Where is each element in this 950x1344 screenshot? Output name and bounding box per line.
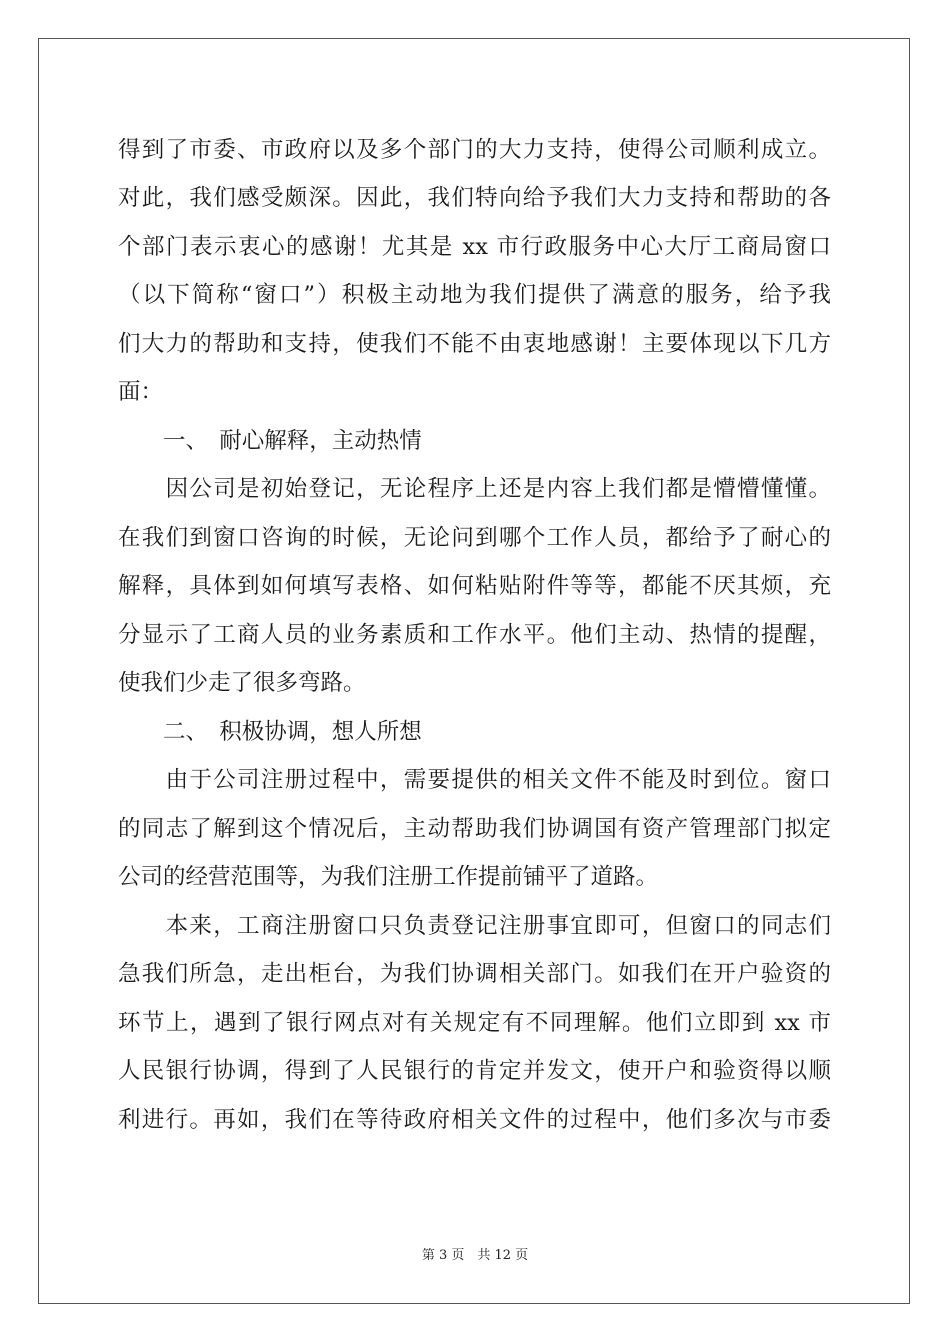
- text-line: 公司的经营范围等，为我们注册工作提前铺平了道路。: [118, 864, 659, 890]
- text-line: 环节上，遇到了银行网点对有关规定有不同理解。他们立即到 xx 市: [118, 1010, 831, 1036]
- text-line: 个部门表示衷心的感谢！尤其是 xx 市行政服务中心大厅工商局窗口: [118, 234, 831, 260]
- text-line: 面：: [118, 379, 164, 405]
- text-line: 由于公司注册过程中，需要提供的相关文件不能及时到位。窗口: [118, 767, 831, 793]
- section-heading: 一、 耐心解释，主动热情: [118, 428, 422, 454]
- text-line: 的同志了解到这个情况后，主动帮助我们协调国有资产管理部门拟定: [118, 816, 831, 842]
- section-heading: 二、 积极协调，想人所想: [118, 719, 422, 745]
- text-line: 人民银行协调，得到了人民银行的肯定并发文，使开户和验资得以顺: [118, 1058, 831, 1084]
- text-line: 们大力的帮助和支持，使我们不能不由衷地感谢！主要体现以下几方: [118, 331, 831, 357]
- text-line: 使我们少走了很多弯路。: [118, 670, 366, 696]
- text-line: 因公司是初始登记，无论程序上还是内容上我们都是懵懵懂懂。: [118, 476, 831, 502]
- text-line: 利进行。再如，我们在等待政府相关文件的过程中，他们多次与市委: [118, 1107, 831, 1133]
- page-number: 第 3 页 共 12 页: [421, 1248, 529, 1263]
- text-line: 解释，具体到如何填写表格、如何粘贴附件等等，都能不厌其烦，充: [118, 573, 831, 599]
- text-line: （以下简称“窗口”）积极主动地为我们提供了满意的服务，给予我: [118, 282, 831, 308]
- text-line: 急我们所急，走出柜台，为我们协调相关部门。如我们在开户验资的: [118, 961, 831, 987]
- text-line: 得到了市委、市政府以及多个部门的大力支持，使得公司顺利成立。: [118, 137, 831, 163]
- text-line: 分显示了工商人员的业务素质和工作水平。他们主动、热情的提醒，: [118, 622, 831, 648]
- text-line: 在我们到窗口咨询的时候，无论问到哪个工作人员，都给予了耐心的: [118, 525, 831, 551]
- text-line: 本来，工商注册窗口只负责登记注册事宜即可，但窗口的同志们: [118, 913, 831, 939]
- text-line: 对此，我们感受颇深。因此，我们特向给予我们大力支持和帮助的各: [118, 185, 831, 211]
